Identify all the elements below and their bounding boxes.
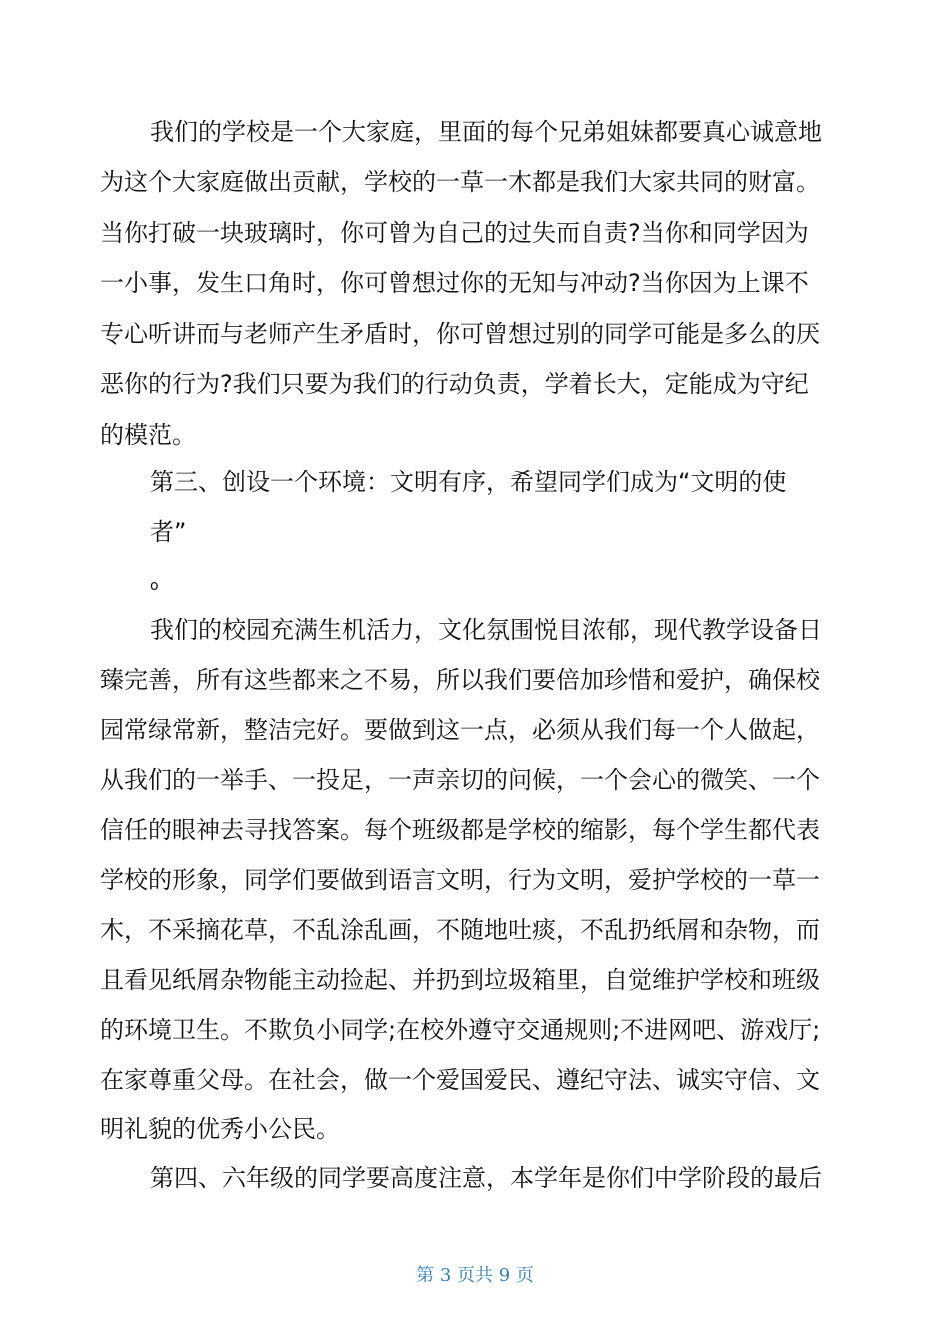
section-heading: 第四、六年级的同学要高度注意，本学年是你们中学阶段的最后: [150, 1164, 822, 1192]
text-line: 明礼貌的优秀小公民。: [100, 1115, 340, 1143]
text-line: 当你打破一块玻璃时，你可曾为自己的过失而自责?当你和同学因为: [100, 219, 809, 247]
section-heading: 第三、创设一个环境：文明有序，希望同学们成为“文明的使: [150, 468, 787, 496]
text-line: 臻完善，所有这些都来之不易，所以我们要倍加珍惜和爱护，确保校: [100, 666, 820, 694]
text-line: 恶你的行为?我们只要为我们的行动负责，学着长大，定能成为守纪: [100, 370, 809, 398]
text-line: 我们的学校是一个大家庭，里面的每个兄弟姐妹都要真心诚意地: [150, 118, 822, 146]
text-line: 为这个大家庭做出贡献，学校的一草一木都是我们大家共同的财富。: [100, 168, 820, 196]
text-line: 专心听讲而与老师产生矛盾时，你可曾想过别的同学可能是多么的厌: [100, 320, 820, 348]
text-line: 在家尊重父母。在社会，做一个爱国爱民、遵纪守法、诚实守信、文: [100, 1066, 820, 1094]
stray-mark: o: [150, 578, 159, 594]
text-line: 信任的眼神去寻找答案。每个班级都是学校的缩影，每个学生都代表: [100, 816, 820, 844]
text-line: 学校的形象，同学们要做到语言文明，行为文明，爱护学校的一草一: [100, 866, 820, 894]
text-line: 的环境卫生。不欺负小同学;在校外遵守交通规则;不进网吧、游戏厅;: [100, 1016, 821, 1044]
text-line: 一小事，发生口角时，你可曾想过你的无知与冲动?当你因为上课不: [100, 269, 809, 297]
text-line: 的模范。: [100, 421, 196, 449]
text-line: 从我们的一举手、一投足，一声亲切的问候，一个会心的微笑、一个: [100, 766, 820, 794]
text-line: 且看见纸屑杂物能主动捡起、并扔到垃圾箱里，自觉维护学校和班级: [100, 966, 820, 994]
text-line: 园常绿常新，整洁完好。要做到这一点，必须从我们每一个人做起，: [100, 716, 820, 744]
text-line: 我们的校园充满生机活力，文化氛围悦目浓郁，现代教学设备日: [150, 616, 822, 644]
text-line: 木，不采摘花草，不乱涂乱画，不随地吐痰，不乱扔纸屑和杂物，而: [100, 916, 820, 944]
page-number: 第 3 页共 9 页: [416, 1265, 534, 1286]
section-heading-continuation: 者”: [150, 518, 187, 546]
